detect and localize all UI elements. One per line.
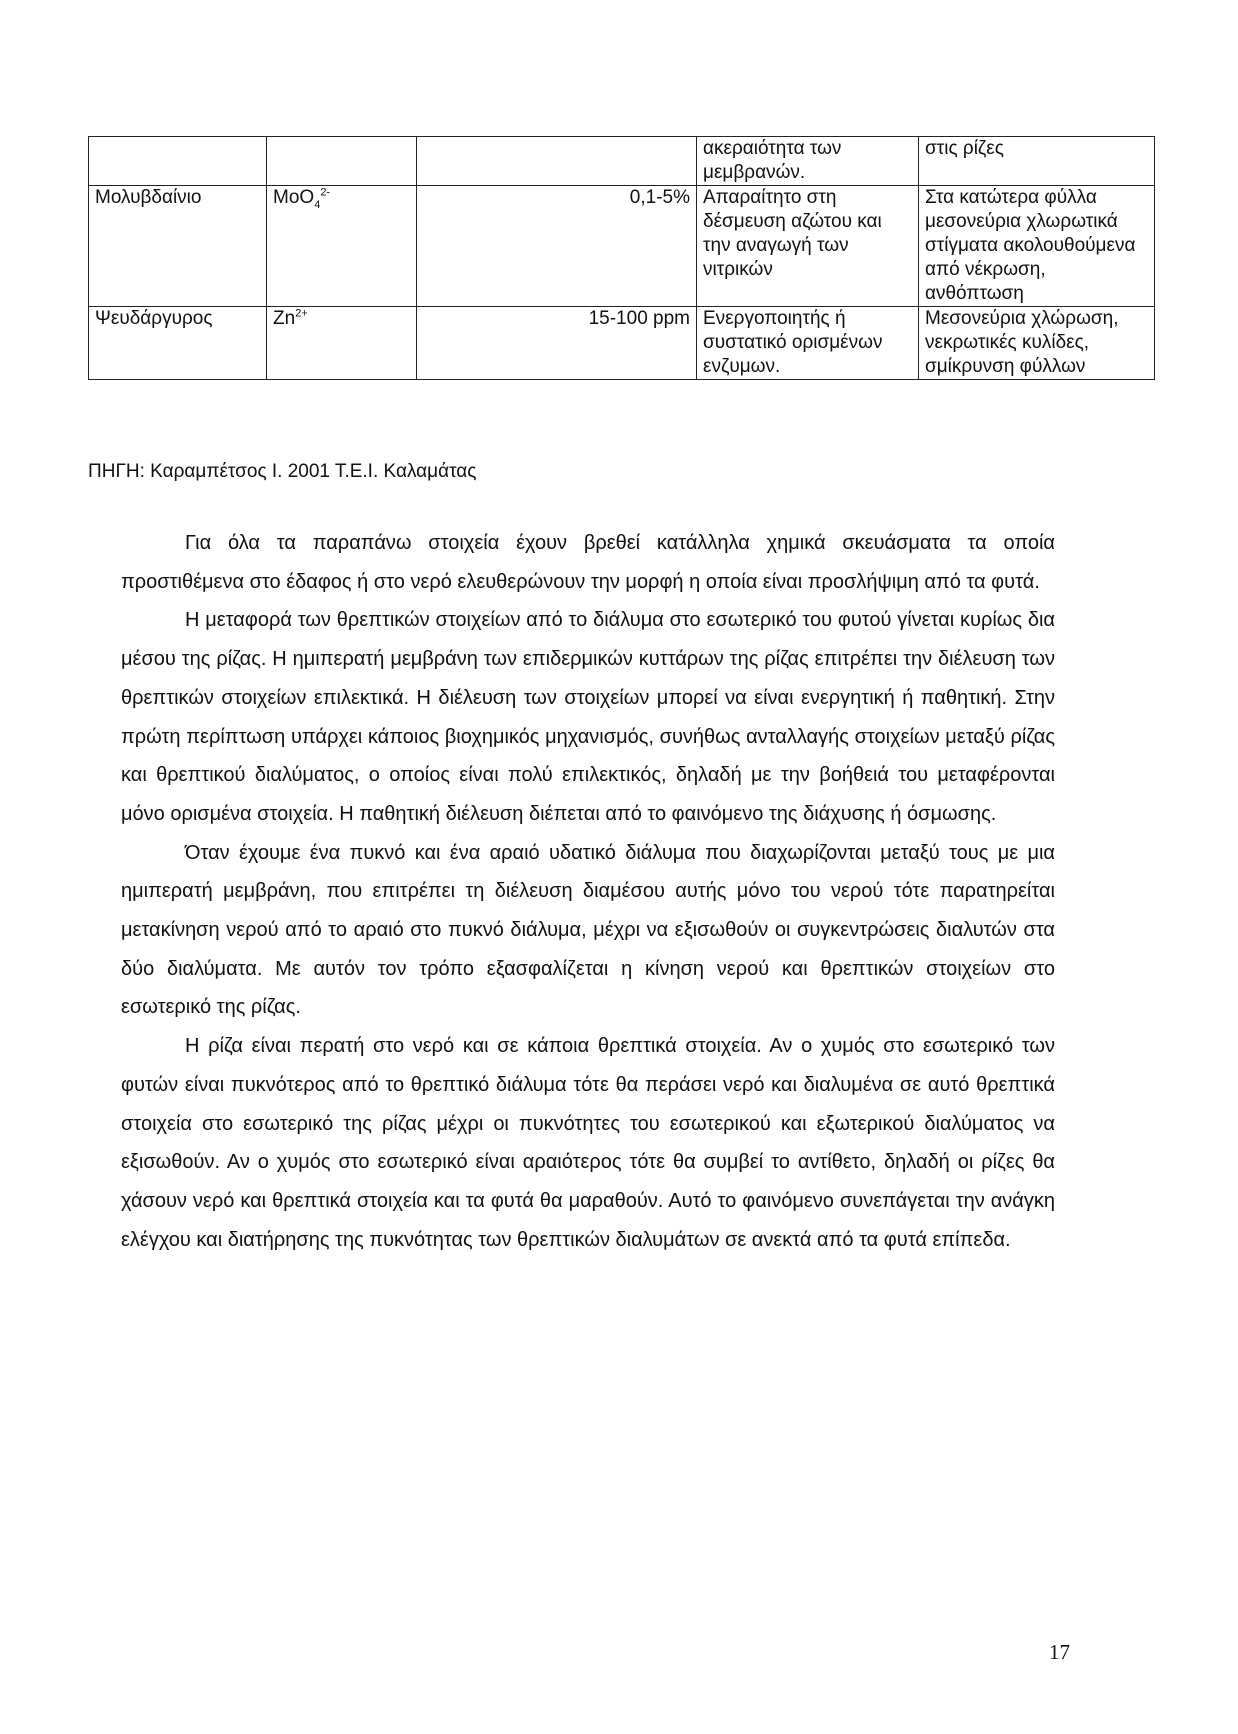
function-cell: Ενεργοποιητής ή συστατικό ορισμένων ενζυμων. (697, 307, 919, 380)
symptoms-cell: Στα κατώτερα φύλλα μεσονεύρια χλωρωτικά στίγματα ακολουθούμενα από νέκρωση, ανθόπτωση (919, 186, 1155, 307)
function-cell: Απαραίτητο στη δέσμευση αζώτου και την αναγωγή των νιτρικών (697, 186, 919, 307)
form-cell (267, 307, 417, 380)
nutrient-table (88, 136, 1155, 380)
table-row-molybdenum (89, 186, 1155, 307)
page-number: 17 (1049, 1640, 1070, 1664)
table-source-note: ΠΗΓΗ: Καραμπέτσος Ι. 2001 Τ.Ε.Ι. Καλαμάτας (88, 461, 477, 482)
table-row-continuation (89, 137, 1155, 186)
paragraph: Η ρίζα είναι περατή στο νερό και σε κάποια θρεπτικά στοιχεία. Αν ο χυμός στο εσωτερικό των φυτών είναι πυκνότερος από το θρεπτικό διάλυμα τότε θα περάσει νερό και διαλυμένα σε αυτό θρεπτικά στοιχεία στο εσωτερικό της ρίζας μέχρι οι πυκνότητες του εσωτερικού και εξωτερικού διαλύματος να εξισωθούν. Αν ο χυμός στο εσωτερικό είναι αραιότερος τότε θα συμβεί το αντίθετο, δηλαδή οι ρίζες θα χάσουν νερό και θρεπτικά στοιχεία και τα φυτά θα μαραθούν. Αυτό το φαινόμενο συνεπάγεται την ανάγκη ελέγχου και διατήρησης της πυκνότητας των θρεπτικών διαλυμάτων σε ανεκτά από τα φυτά επίπεδα. (121, 1035, 1055, 1251)
range-cell: 15-100 ppm (417, 307, 697, 380)
paragraph: Η μεταφορά των θρεπτικών στοιχείων από το διάλυμα στο εσωτερικό του φυτού γίνεται κυρίως δια μέσου της ρίζας. Η ημιπερατή μεμβράνη των επιδερμικών κυττάρων της ρίζας επιτρέπει την διέλευση των θρεπτικών στοιχείων επιλεκτικά. Η διέλευση των στοιχείων μπορεί να είναι ενεργητική ή παθητική. Στην πρώτη περίπτωση υπάρχει κάποιος βιοχημικός μηχανισμός, συνήθως ανταλλαγής στοιχείων μεταξύ ρίζας και θρεπτικού διαλύματος, ο οποίος είναι πολύ επιλεκτικός, δηλαδή με την βοήθειά του μεταφέρονται μόνο ορισμένα στοιχεία. Η παθητική διέλευση διέπεται από το φαινόμενο της διάχυσης ή όσμωσης. (121, 609, 1055, 825)
table-row-zinc (89, 307, 1155, 380)
table-cell (267, 137, 417, 186)
form-base: Zn (273, 308, 296, 329)
paragraph: Για όλα τα παραπάνω στοιχεία έχουν βρεθεί κατάλληλα χημικά σκευάσματα τα οποία προστιθέμενα στο έδαφος ή στο νερό ελευθερώνουν την μορφή η οποία είναι προσλήψιμη από τα φυτά. (121, 532, 1055, 593)
table-cell (89, 137, 267, 186)
form-subscript: 4 (314, 198, 321, 211)
table-cell (417, 137, 697, 186)
form-superscript: 2- (320, 186, 331, 199)
element-cell: Μολυβδαίνιο (89, 186, 267, 307)
body-text (121, 524, 1055, 1259)
paragraph: Όταν έχουμε ένα πυκνό και ένα αραιό υδατικό διάλυμα που διαχωρίζονται μεταξύ τους με μια ημιπερατή μεμβράνη, που επιτρέπει τη διέλευση διαμέσου αυτής μόνο του νερού τότε παρατηρείται μετακίνηση νερού από το αραιό στο πυκνό διάλυμα, μέχρι να εξισωθούν οι συγκεντρώσεις διαλυτών στα δύο διαλύματα. Με αυτόν τον τρόπο εξασφαλίζεται η κίνηση νερού και θρεπτικών στοιχείων στο εσωτερικό της ρίζας. (121, 841, 1055, 1019)
symptoms-cell: στις ρίζες (919, 137, 1155, 186)
range-cell: 0,1-5% (417, 186, 697, 307)
form-superscript: 2+ (295, 307, 308, 320)
form-base: MoO (273, 187, 315, 208)
element-cell: Ψευδάργυρος (89, 307, 267, 380)
form-cell (267, 186, 417, 307)
symptoms-cell: Μεσονεύρια χλώρωση, νεκρωτικές κυλίδες, σμίκρυνση φύλλων (919, 307, 1155, 380)
function-cell: ακεραιότητα των μεμβρανών. (697, 137, 919, 186)
